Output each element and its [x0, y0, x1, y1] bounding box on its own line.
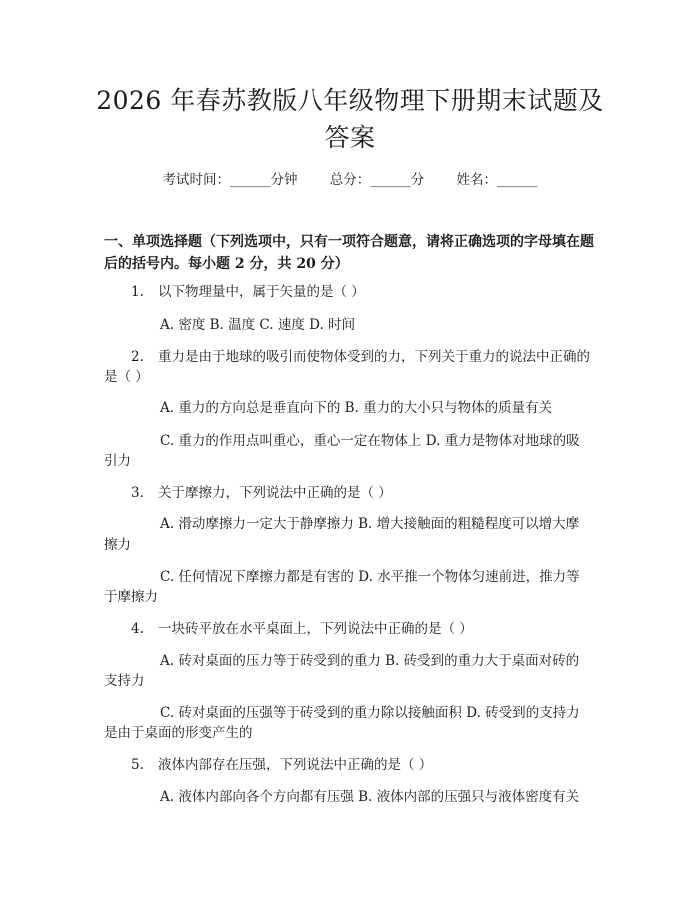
question-options: C. 任何情况下摩擦力都是有害的 D. 水平推一个物体匀速前进，推力等	[160, 569, 580, 585]
question-options: A. 重力的方向总是垂直向下的 B. 重力的大小只与物体的质量有关	[160, 400, 553, 416]
section-heading	[104, 231, 604, 275]
question-options-continued: 擦力	[104, 537, 131, 553]
total-score-field: 总分：______分	[329, 172, 425, 188]
page-title: 2026 年春苏教版八年级物理下册期末试题及	[96, 86, 604, 115]
question-options: C. 重力的作用点叫重心，重心一定在物体上 D. 重力是物体对地球的吸	[160, 433, 580, 449]
question-stem: 液体内部存在压强，下列说法中正确的是（ ）	[158, 757, 433, 773]
page-title-continued: 答案	[324, 123, 376, 152]
section-heading-line: 后的括号内。每小题 2 分，共 20 分）	[104, 256, 349, 272]
question-options: A. 密度 B. 温度 C. 速度 D. 时间	[160, 317, 356, 333]
question-number: 5.	[131, 757, 144, 773]
question-stem: 以下物理量中，属于矢量的是（ ）	[158, 284, 365, 300]
student-name-field: 姓名：______	[456, 172, 538, 188]
question-number: 3.	[131, 485, 144, 501]
question-options-continued: 引力	[104, 453, 131, 469]
question-options-continued: 支持力	[104, 673, 145, 689]
exam-time-field: 考试时间：______分钟	[162, 172, 298, 188]
question-options-continued: 于摩擦力	[104, 589, 158, 605]
question-options: A. 滑动摩擦力一定大于静摩擦力 B. 增大接触面的粗糙程度可以增大摩	[160, 516, 580, 532]
section-heading-line: 一、单项选择题（下列选项中，只有一项符合题意，请将正确选项的字母填在题	[104, 234, 594, 250]
question-stem-continued: 是（ ）	[104, 369, 149, 385]
question-number: 2.	[131, 349, 144, 365]
question-options: C. 砖对桌面的压强等于砖受到的重力除以接触面积 D. 砖受到的支持力	[160, 705, 580, 721]
exam-meta	[0, 168, 700, 188]
question-stem: 关于摩擦力，下列说法中正确的是（ ）	[158, 485, 392, 501]
question-stem: 一块砖平放在水平桌面上，下列说法中正确的是（ ）	[158, 621, 473, 637]
question-options-continued: 是由于桌面的形变产生的	[104, 725, 253, 741]
question-number: 4.	[131, 621, 144, 637]
question-stem: 重力是由于地球的吸引而使物体受到的力，下列关于重力的说法中正确的	[158, 349, 590, 365]
question-options: A. 砖对桌面的压力等于砖受到的重力 B. 砖受到的重力大于桌面对砖的	[160, 653, 580, 669]
question-options: A. 液体内部向各个方向都有压强 B. 液体内部的压强只与液体密度有关	[160, 789, 580, 805]
question-number: 1.	[131, 284, 144, 300]
